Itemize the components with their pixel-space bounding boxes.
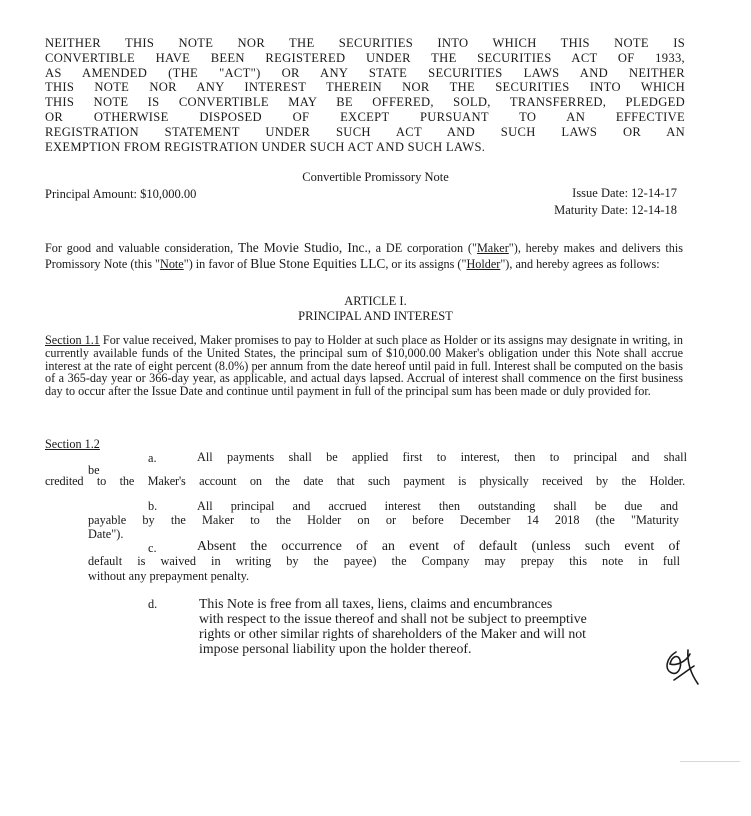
- legend-line: AS AMENDED (THE "ACT") OR ANY STATE SECURITIES LAWS AND NEITHER: [45, 65, 685, 80]
- restrictive-legend: [45, 36, 685, 154]
- section-1-2-heading: Section 1.2: [45, 437, 100, 451]
- intro-text: , or its assigns (": [385, 257, 467, 271]
- item-d-label: d.: [148, 597, 158, 611]
- item-d-line: with respect to the issue thereof and shall not be subject to preemptive: [199, 611, 587, 626]
- item-b-line: payable by the Maker to the Holder on or before December 14 2018 (the "Maturity: [88, 513, 679, 527]
- article-number: ARTICLE I.: [344, 294, 407, 308]
- intro-text: For good and valuable consideration,: [45, 241, 238, 255]
- item-c-line: without any prepayment penalty.: [88, 569, 250, 583]
- legend-line: EXEMPTION FROM REGISTRATION UNDER SUCH ACT AND SUCH LAWS.: [45, 139, 486, 154]
- item-c-line: default is waived in writing by the payee) the Company may prepay this note in full: [88, 554, 680, 568]
- intro-text: "), and hereby agrees as follows:: [500, 257, 660, 271]
- maturity-date: Maturity Date: 12-14-18: [554, 203, 677, 217]
- legend-line: THIS NOTE NOR ANY INTEREST THEREIN NOR THE SECURITIES INTO WHICH: [45, 80, 685, 95]
- item-a-label: a.: [148, 451, 157, 465]
- item-d-line: rights or other similar rights of shareholders of the Maker and will not: [199, 626, 586, 641]
- section-heading: Section 1.1: [45, 333, 100, 347]
- item-a-be: be: [88, 463, 100, 477]
- intro-text: ") in favor of: [183, 257, 251, 271]
- legend-line: REGISTRATION STATEMENT UNDER SUCH ACT AND SUCH LAWS OR AN: [45, 124, 685, 139]
- document-title: Convertible Promissory Note: [302, 170, 449, 184]
- maker-name: The Movie Studio, Inc.: [237, 240, 368, 255]
- item-c-line: Absent the occurrence of an event of default (unless such event of: [197, 538, 680, 553]
- scan-mark: [680, 761, 740, 762]
- holder-name: Blue Stone Equities LLC: [250, 256, 386, 271]
- item-c-label: c.: [148, 541, 157, 555]
- item-b-label: b.: [148, 499, 158, 513]
- item-d-line: This Note is free from all taxes, liens, claims and encumbrances: [199, 596, 553, 611]
- intro-text: "), hereby makes and delivers this Promissory Note (this ": [45, 241, 683, 271]
- legend-line: THIS NOTE IS CONVERTIBLE MAY BE OFFERED, SOLD, TRANSFERRED, PLEDGED: [45, 95, 685, 110]
- legend-line: CONVERTIBLE HAVE BEEN REGISTERED UNDER THE SECURITIES ACT OF 1933,: [45, 50, 685, 65]
- item-a-line: credited to the Maker's account on the date that such payment is physically received by the Holder.: [45, 474, 685, 488]
- principal-amount: Principal Amount: $10,000.00: [45, 187, 197, 201]
- article-heading: [0, 294, 751, 324]
- section-text: For value received, Maker promises to pay to Holder at such place as Holder or its assigns may designate in writing, in currently available funds of the United States, the principal sum of $10,000.00 Maker's obligation under this Note shall accrue interest at the rate of eight percent (8.0%) per annum from the date hereof until paid in full. Interest shall be computed on the basis of a 365-day year or 366-day year, as applicable, and actual days lapsed. Accrual of interest shall commence on the first business day to occur after the Issue Date and continue until payment in full of the principal sum has been made or duly provided for.: [45, 333, 683, 399]
- section-1-1: [45, 334, 683, 398]
- holder-label: Holder: [466, 257, 501, 271]
- item-b-line: Date").: [88, 527, 124, 541]
- item-b-line: All principal and accrued interest then outstanding shall be due and: [197, 499, 678, 513]
- legend-line: OR OTHERWISE DISPOSED OF EXCEPT PURSUANT TO AN EFFECTIVE: [45, 109, 685, 124]
- intro-paragraph: [45, 240, 683, 272]
- legend-line: NEITHER THIS NOTE NOR THE SECURITIES INTO WHICH THIS NOTE IS: [45, 36, 685, 50]
- initials-signature: [658, 640, 708, 688]
- maker-label: Maker: [476, 241, 509, 255]
- intro-text: , a DE corporation (": [367, 241, 477, 255]
- issue-date: Issue Date: 12-14-17: [572, 186, 677, 200]
- item-a-line: All payments shall be applied first to interest, then to principal and shall: [197, 450, 687, 464]
- article-title: PRINCIPAL AND INTEREST: [298, 309, 453, 323]
- note-label: Note: [160, 257, 184, 271]
- item-d-line: impose personal liability upon the holder thereof.: [199, 641, 472, 656]
